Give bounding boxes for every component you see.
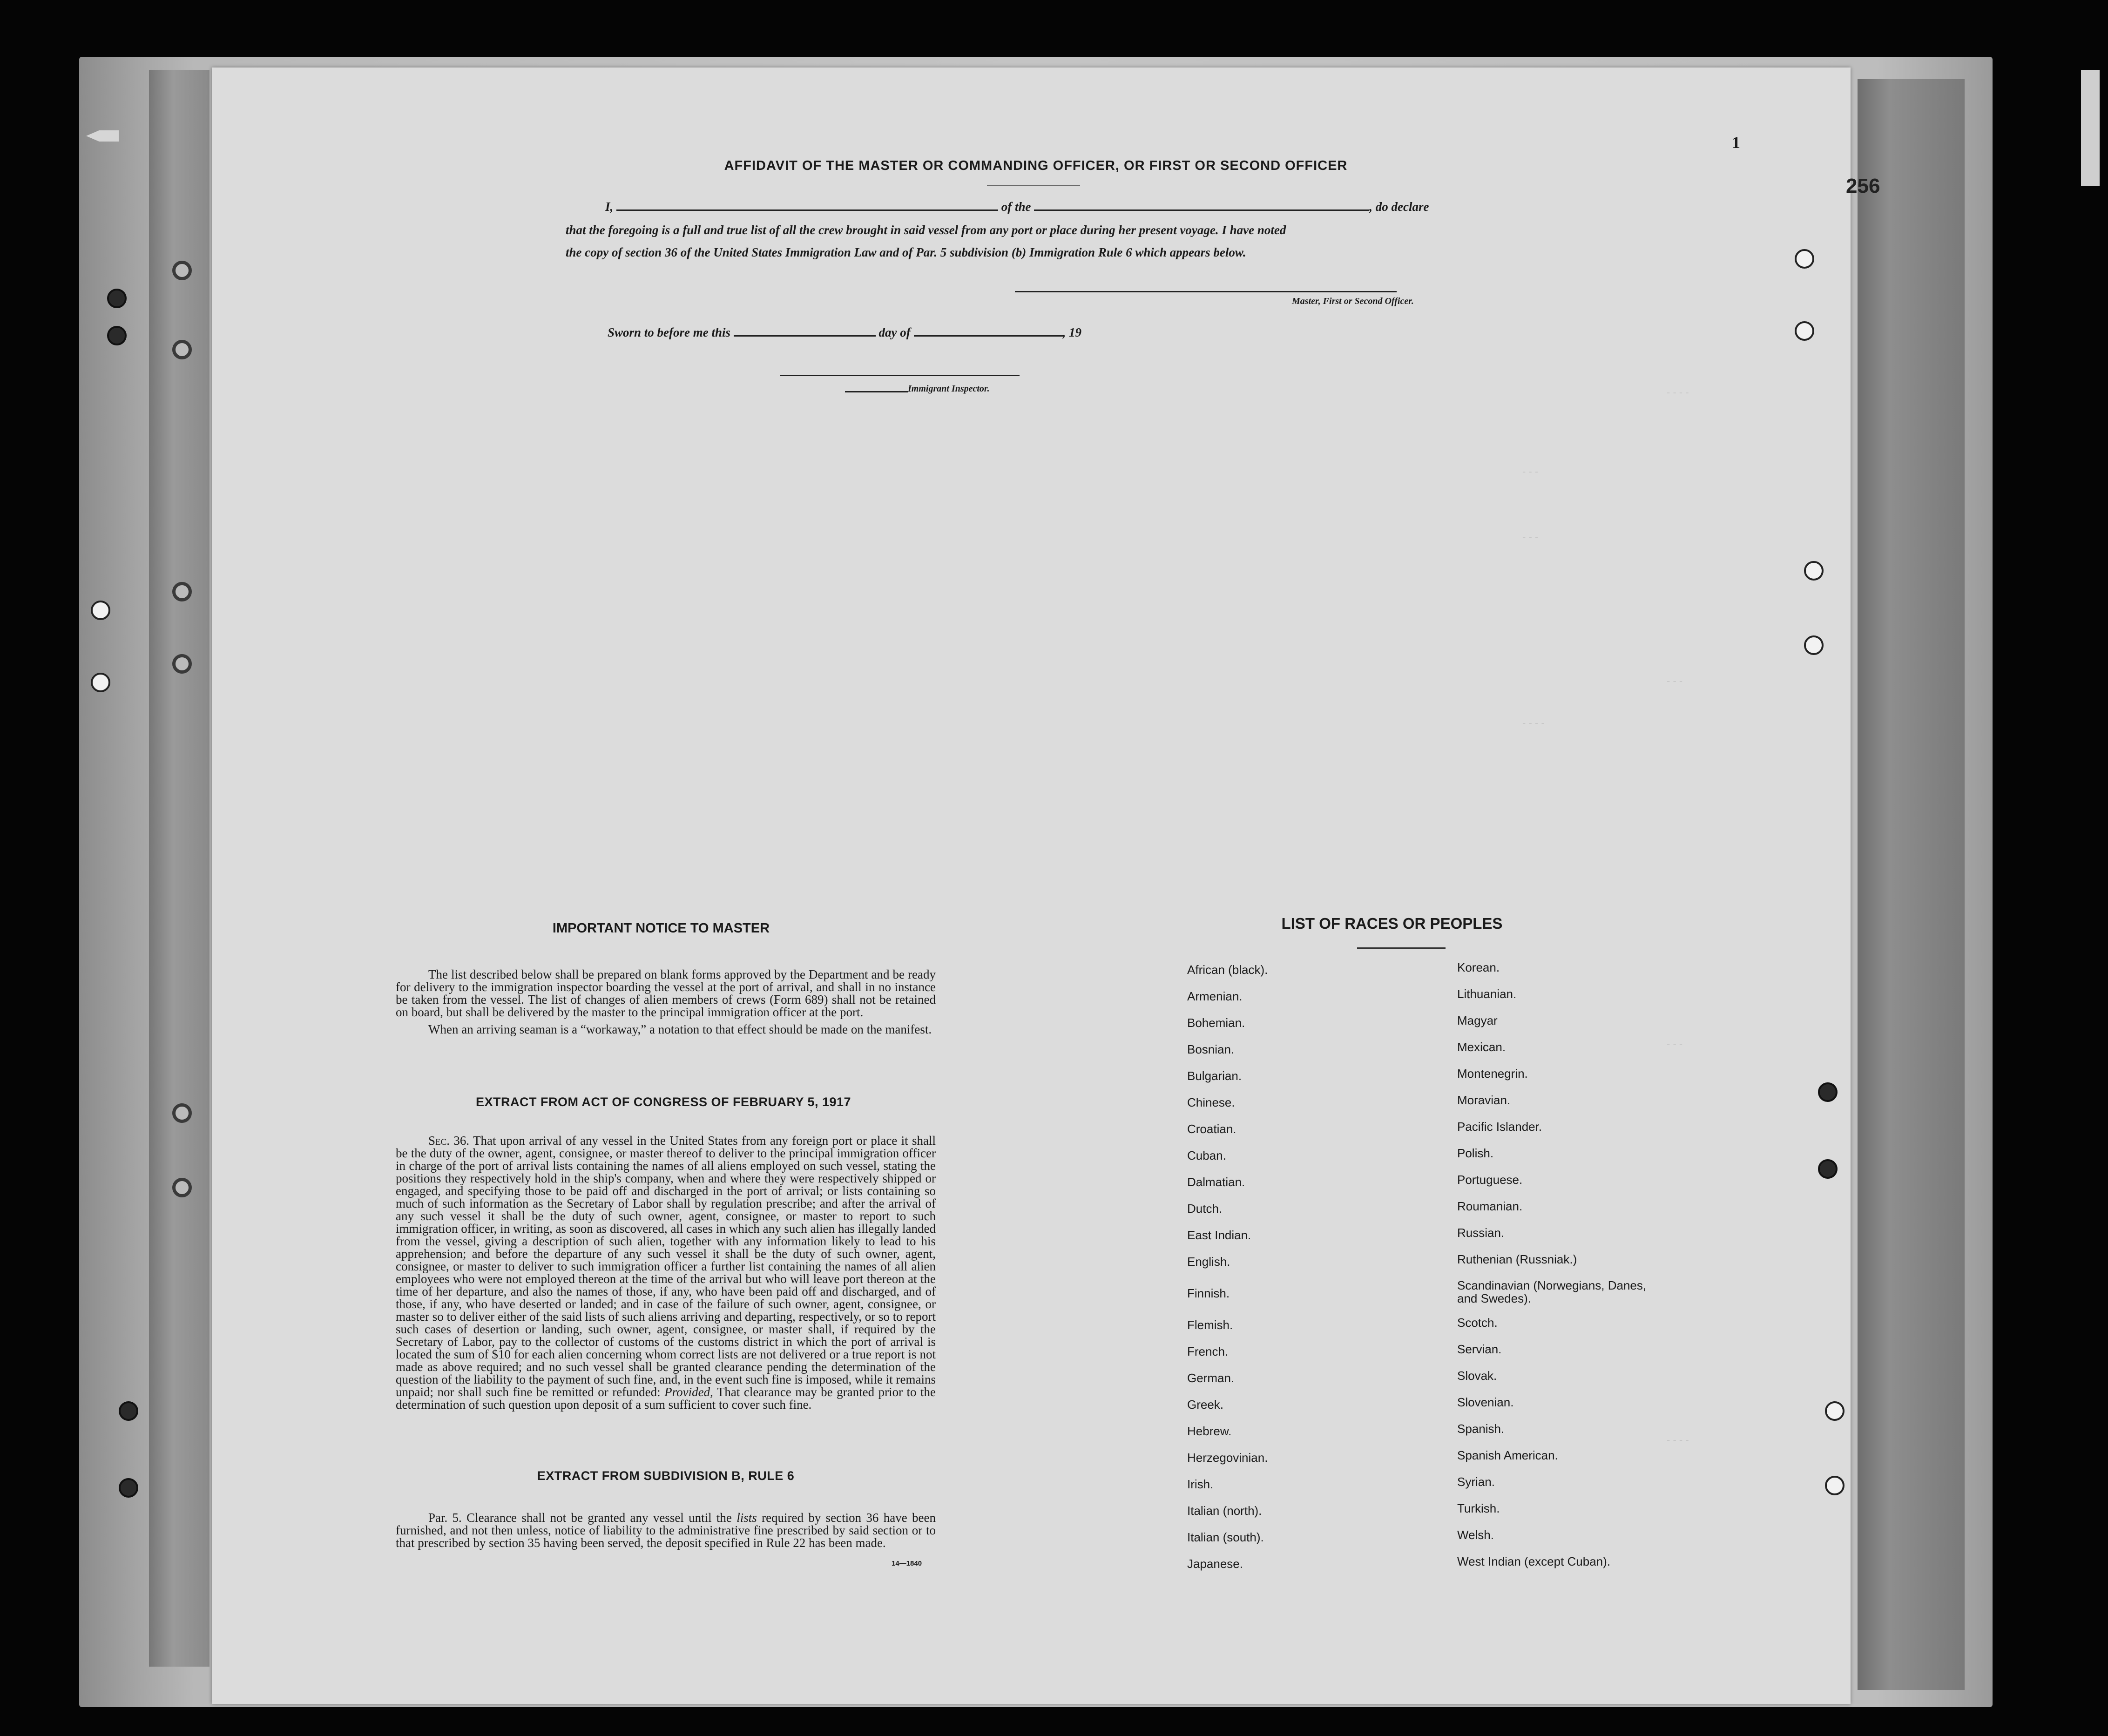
race-item: Japanese. [1187, 1557, 1243, 1571]
lists-word: lists [736, 1511, 757, 1525]
bleed-through-mark: - - - [1667, 1038, 1683, 1050]
race-item: Greek. [1187, 1398, 1224, 1412]
race-item: Italian (north). [1187, 1504, 1262, 1518]
affidavit-line1 [605, 196, 1429, 218]
race-item: Scandinavian (Norwegians, Danes, and Swedes). [1457, 1278, 1647, 1305]
race-item: Turkish. [1457, 1501, 1500, 1515]
punch-hole-icon [1818, 1159, 1838, 1179]
inspector-signature-field[interactable] [780, 375, 1020, 376]
notice-title: IMPORTANT NOTICE TO MASTER [552, 921, 770, 936]
master-name-field[interactable] [616, 199, 998, 211]
binder-ring-icon [172, 654, 192, 674]
sworn-label: Sworn to before me this [608, 325, 731, 339]
race-item: Ruthenian (Russniak.) [1457, 1252, 1577, 1266]
race-item: Moravian. [1457, 1093, 1511, 1107]
corner-mark: 1 [1732, 133, 1740, 152]
affidavit-of-the-label: of the [1001, 200, 1031, 214]
page-number: 256 [1846, 175, 1880, 197]
affidavit-line3: the copy of section 36 of the United States Immigration Law and of Par. 5 subdivision (b) Immigration Rule 6 which appears below. [566, 245, 1246, 259]
race-item: Flemish. [1187, 1318, 1233, 1332]
form-number: 14—1840 [892, 1560, 922, 1567]
race-item: West Indian (except Cuban). [1457, 1554, 1611, 1568]
notice-paragraph-1: The list described below shall be prepared on blank forms approved by the Department and be ready for delivery to the immigration inspector boarding the vessel at the port of arrival, and shall in no instance be taken from the vessel. The list of changes of alien members of crews (Form 689) shall not be retained on board, but shall be delivered by the master to the principal immigration officer at the port. [396, 967, 936, 1019]
sworn-line [608, 321, 1081, 344]
race-item: Mexican. [1457, 1040, 1506, 1054]
punch-hole-icon [1795, 249, 1814, 269]
notice-body [396, 968, 936, 1036]
sworn-month-field[interactable] [914, 325, 1063, 337]
binder-ring-icon [172, 340, 192, 359]
master-signature-field[interactable] [1015, 291, 1397, 292]
bleed-through-mark: - - - - [1667, 386, 1689, 398]
race-item: Dalmatian. [1187, 1175, 1245, 1189]
race-item: English. [1187, 1255, 1230, 1269]
race-item: Croatian. [1187, 1122, 1236, 1136]
inspector-label: Immigrant Inspector. [908, 384, 990, 394]
race-item: Herzegovinian. [1187, 1451, 1268, 1465]
next-page-edge [2081, 70, 2100, 186]
race-item: Dutch. [1187, 1202, 1223, 1216]
day-of-label: day of [878, 325, 911, 339]
race-item: Bulgarian. [1187, 1069, 1242, 1083]
rule-extract-body [396, 1512, 936, 1549]
title-underline [987, 185, 1080, 186]
punch-hole-icon [1804, 635, 1824, 655]
race-item: Welsh. [1457, 1528, 1494, 1542]
punch-hole-icon [1825, 1401, 1844, 1421]
act-extract-title: EXTRACT FROM ACT OF CONGRESS OF FEBRUARY 5, 1917 [475, 1095, 851, 1109]
race-item: Armenian. [1187, 989, 1243, 1003]
race-item: Servian. [1457, 1342, 1502, 1356]
race-item: East Indian. [1187, 1228, 1251, 1242]
affidavit-i-label: I, [605, 200, 614, 214]
race-item: Slovak. [1457, 1369, 1497, 1383]
binder-left-strip [149, 70, 209, 1667]
race-item: Spanish American. [1457, 1448, 1558, 1462]
race-item: Hebrew. [1187, 1424, 1232, 1438]
inspector-underline [845, 391, 908, 392]
affidavit-title: AFFIDAVIT OF THE MASTER OR COMMANDING OFFICER, OR FIRST OR SECOND OFFICER [724, 158, 1348, 173]
binder-ring-icon [172, 1103, 192, 1123]
punch-hole-icon [91, 673, 110, 692]
punch-hole-icon [1804, 561, 1824, 581]
act-extract-body [396, 1135, 936, 1411]
races-title-underline [1357, 947, 1446, 949]
bleed-through-mark: - - - [1522, 466, 1539, 477]
binder-right-strip [1858, 79, 1965, 1690]
race-item: Pacific Islander. [1457, 1120, 1542, 1134]
sworn-day-field[interactable] [734, 325, 876, 337]
punch-hole-icon [1818, 1082, 1838, 1102]
rule-text-end: required by section 36 have been furnished, and not then unless, notice of liability to the administrative fine prescribed by said section or to that prescribed by section 35 having been served, the deposit specified in Rule 22 has been made. [396, 1511, 936, 1550]
punch-hole-icon [1795, 321, 1814, 341]
rule-text-start: Par. 5. Clearance shall not be granted any vessel until the [428, 1511, 732, 1525]
race-item: Polish. [1457, 1146, 1494, 1160]
affidavit-declare-label: , do declare [1369, 200, 1429, 214]
punch-hole-icon [119, 1478, 138, 1498]
year-label: , 19 [1062, 325, 1082, 339]
race-item: Magyar [1457, 1013, 1498, 1027]
race-item: French. [1187, 1344, 1229, 1358]
master-signature-label: Master, First or Second Officer. [1292, 296, 1414, 306]
race-item: Slovenian. [1457, 1395, 1514, 1409]
race-item: Chinese. [1187, 1095, 1235, 1109]
race-item: Spanish. [1457, 1422, 1505, 1436]
race-item: Bohemian. [1187, 1016, 1245, 1030]
race-item: Irish. [1187, 1477, 1214, 1491]
race-item: Italian (south). [1187, 1530, 1264, 1544]
race-item: German. [1187, 1371, 1235, 1385]
notice-paragraph-2: When an arriving seaman is a “workaway,” a notation to that effect should be made on the manifest. [428, 1022, 932, 1036]
binder-ring-icon [172, 1178, 192, 1197]
affidavit-line2: that the foregoing is a full and true list of all the crew brought in said vessel from any port or place during her present voyage. I have noted [566, 223, 1286, 237]
punch-hole-icon [1825, 1476, 1844, 1495]
race-item: Korean. [1457, 960, 1500, 974]
race-item: Portuguese. [1457, 1173, 1523, 1187]
race-item: Scotch. [1457, 1316, 1498, 1330]
races-title: LIST OF RACES OR PEOPLES [1281, 915, 1503, 932]
rule-extract-title: EXTRACT FROM SUBDIVISION B, RULE 6 [537, 1469, 795, 1483]
document-page [212, 68, 1851, 1704]
race-item: Syrian. [1457, 1475, 1495, 1489]
bleed-through-mark: - - - [1667, 675, 1683, 687]
binder-ring-icon [172, 261, 192, 280]
bleed-through-mark: - - - - [1522, 717, 1545, 729]
race-item: Cuban. [1187, 1148, 1226, 1162]
race-item: Lithuanian. [1457, 987, 1517, 1001]
vessel-name-field[interactable] [1034, 199, 1369, 211]
race-item: African (black). [1187, 963, 1268, 977]
punch-hole-icon [107, 326, 127, 345]
punch-hole-icon [91, 601, 110, 620]
race-item: Bosnian. [1187, 1042, 1235, 1056]
race-item: Russian. [1457, 1226, 1505, 1240]
race-item: Montenegrin. [1457, 1067, 1528, 1081]
punch-hole-icon [107, 289, 127, 308]
binder-ring-icon [172, 582, 192, 601]
sec-36-text-end: That clearance may be granted prior to the determination of such question upon deposit of a sum sufficient to cover such fine. [396, 1385, 936, 1412]
race-item: Finnish. [1187, 1286, 1230, 1300]
sec-36-text: That upon arrival of any vessel in the United States from any foreign port or place it shall be the duty of the owner, agent, consignee, or master thereof to deliver to the principal immigration officer in charge of the port of arrival lists containing the names of all aliens employed on such vessel, stating the positions they respectively hold in the ship's company, when and where they were respectively shipped or engaged, and specifying those to be paid off and discharged in the port of arrival; or lists containing so much of such information as the Secretary of Labor shall by regulation prescribe; and after the arrival of any such vessel it shall be the duty of such owner, agent, consignee, or master to report to such immigration officer, in writing, as soon as discovered, all cases in which any such alien has illegally landed from the vessel, giving a description of such alien, together with any information likely to lead to his apprehension; and before the departure of any such vessel it shall be the duty of such owner, agent, consignee, or master to deliver to such immigration officer a further list containing the names of all alien employees who were not employed thereon at the time of the arrival but who will leave port thereon at the time of her departure, and also the names of those, if any, who have been paid off and discharged, and of those, if any, who have deserted or landed; and in case of the failure of such owner, agent, consignee, or master so to deliver either of the said lists of such aliens arriving and departing, respectively, or so to report such cases of desertion or landing, such owner, agent, consignee, or master shall, if required by the Secretary of Labor, pay to the collector of customs of the customs district in which the port of arrival is located the sum of $10 for each alien concerning whom correct lists are not delivered or a true report is not made as above required; and no such vessel shall be granted clearance pending the determination of the question of the liability to the payment of such fine, and, in the event such fine is imposed, while it remains unpaid; nor shall such fine be remitted or refunded: [396, 1134, 936, 1399]
bleed-through-mark: - - - - [1667, 1434, 1689, 1446]
sec-36-label: Sec. 36. [428, 1134, 470, 1148]
race-item: Roumanian. [1457, 1199, 1523, 1213]
provided-word: Provided, [664, 1385, 713, 1399]
bleed-through-mark: - - - [1522, 531, 1539, 542]
punch-hole-icon [119, 1401, 138, 1421]
